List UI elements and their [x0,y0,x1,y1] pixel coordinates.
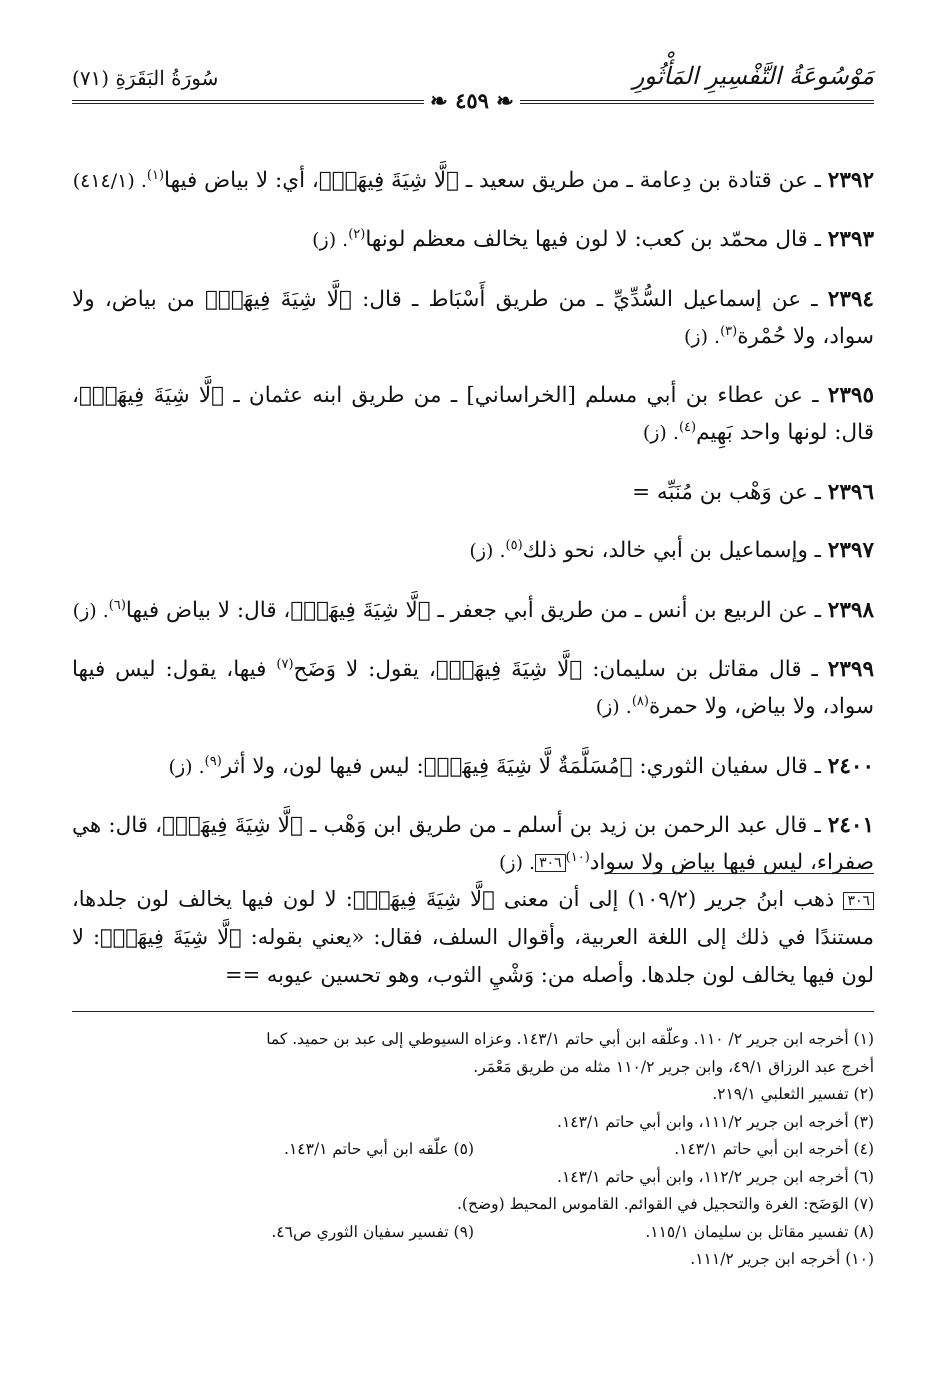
footnote-ref[interactable]: (٩) [204,753,222,769]
book-title: مَوْسُوعَةُ التَّفْسِيرِ المَأْثُورِ [632,62,874,90]
entry-end: . (ز) [683,325,721,348]
entry-text: ـ عن إسماعيل السُّدِّيِّ ـ من طريق أَسْبَاط ـ قال: ﴿لَّا شِيَةَ فِيهَاۚ﴾ من بياض، ولا سواد، ولا حُمْرة [72,286,874,349]
commentary-tag-ref[interactable]: ٣٠٦ [535,854,566,872]
entry-end: . (ز) [72,599,109,622]
entry-end: . (ز) [312,229,349,251]
footnote: (١٠) أخرجه ابن جرير ١١١/٢. [690,1250,874,1268]
entry-text: ـ عن عطاء بن أبي مسلم [الخراساني] ـ من طريق ابنه عثمان ـ ﴿لَّا شِيَةَ فِيهَاۚ﴾، قال: لونها واحد بَهِيم [72,383,874,445]
footnote-ref[interactable]: (٥) [505,537,523,553]
entry-text: ـ عن وَهْب بن مُنَبِّه = [632,479,821,505]
entry [72,532,874,570]
entry-number: ٢٣٩٩ [827,657,874,682]
entry [72,221,874,259]
footnotes-separator [72,1011,874,1012]
footnote: (٨) تفسير مقاتل بن سليمان ١١٥/١.(٩) تفسير سفيان الثوري ص٤٦. [271,1222,874,1241]
footnote-ref[interactable]: (٦) [108,597,126,613]
surah-name: سُورَةُ البَقَرَةِ (٧١) [72,66,219,90]
entry-end: . (ز) [168,755,205,778]
footnote: (١) أخرجه ابن جرير ٢/ ١١٠. وعلّقه ابن أبي حاتم ١٤٣/١. وعزاه السيوطي إلى عبد بن حميد. كما [266,1030,874,1048]
entry-text: ـ عن قتادة بن دِعامة ـ من طريق سعيد ـ ﴿لَّا شِيَةَ فِيهَاۚ﴾، أي: لا بياض فيها [164,167,821,193]
entry [72,592,874,630]
entry-text: ـ قال مقاتل بن سليمان: ﴿لَّا شِيَةَ فِيهَاۚ﴾، يقول: لا وَضَح [293,657,818,682]
footnote-ref[interactable]: (٧) [276,656,294,672]
entry-number: ٢٤٠١ [827,813,874,838]
commentary-text: ذهب ابنُ جرير (١٠٩/٢) إلى أن معنى ﴿لَّا شِيَةَ فِيهَاۚ﴾: لا لون فيها يخالف لون جلدها، مستندًا في ذلك إلى اللغة العربية، وأقوال السلف، فقال: «يعني بقوله: ﴿لَّا شِيَةَ فِيهَاۚ﴾: لا لون فيها يخالف لون جلدها. وأصله من: وَشْيِ الثوب، وهو تحسين عيوبه == [72,887,874,987]
footnote: (٢) تفسير الثعلبي ٢١٩/١. [712,1085,874,1103]
footnote: (٧) الوَضَح: الغرة والتحجيل في القوائم. القاموس المحيط (وضح). [456,1195,874,1213]
header-rule-left [72,100,424,104]
entry-text: ـ قال سفيان الثوري: ﴿مُسَلَّمَةٌ لَّا شِيَةَ فِيهَاۚ﴾: ليس فيها لون، ولا أثر [221,753,821,779]
entry-end: . (ز) [499,852,536,874]
footnotes [72,1026,874,1274]
footnote-ref[interactable]: (٣) [720,323,738,339]
entry-end: . (ز) [595,696,632,718]
entry-end: . (ز) [469,540,506,562]
footnote-ref[interactable]: (٨) [631,693,649,709]
entry [72,377,874,452]
footnote: (٣) أخرجه ابن جرير ١١١/٢، وابن أبي حاتم ١٤٣/١. [557,1112,874,1131]
entry-end: . (٤١٤/١) [72,169,147,192]
entry-text: ـ قال محمّد بن كعب: لا لون فيها يخالف معظم لونها [365,227,821,252]
entry [72,474,874,511]
footnote-ref[interactable]: (٤) [678,419,697,435]
entry [72,807,874,882]
commentary-block [72,880,874,994]
entry [72,162,874,200]
entry-number: ٢٤٠٠ [827,753,874,779]
page-number: ❧ ٤٥٩ ❧ [430,88,514,113]
entry-number: ٢٣٩٣ [827,227,874,252]
entry-number: ٢٣٩٤ [827,286,874,312]
entry-text: ـ قال عبد الرحمن بن زيد بن أسلم ـ من طريق ابن وَهْب ـ ﴿لَّا شِيَةَ فِيهَاۚ﴾، قال: هي صفراء، ليس فيها بياض ولا سواد [72,813,874,875]
commentary-tag: ٣٠٦ [843,892,874,910]
entry-text-cont: فيها، يقول: ليس فيها سواد، ولا بياض، ولا حمرة [72,657,874,719]
entries-list [72,140,874,887]
entry-number: ٢٣٩٨ [827,597,874,623]
entry-number: ٢٣٩٥ [827,383,874,408]
footnote-ref[interactable]: (١) [146,167,165,183]
footnote: أخرج عبد الرزاق ٤٩/١، وابن جرير ١١٠/٢ مثله من طريق مَعْمَر. [473,1057,874,1076]
footnote-ref[interactable]: (١٠) [565,849,590,865]
entry-text: ـ وإسماعيل بن أبي خالد، نحو ذلك [522,538,821,563]
entry [72,748,874,786]
entry [72,281,874,356]
entry [72,651,874,726]
entry-end: . (ز) [642,422,679,444]
header-rule-right [520,100,874,104]
entry-text: ـ عن الربيع بن أنس ـ من طريق أبي جعفر ـ ﴿لَّا شِيَةَ فِيهَاۚ﴾، قال: لا بياض فيها [125,597,821,623]
footnote-ref[interactable]: (٢) [348,226,366,242]
commentary-separator [610,873,874,874]
entry-number: ٢٣٩٧ [827,538,874,563]
entry-number: ٢٣٩٦ [827,479,874,505]
entry-number: ٢٣٩٢ [827,167,874,193]
footnote: (٦) أخرجه ابن جرير ١١٢/٢، وابن أبي حاتم ١٤٣/١. [557,1167,874,1186]
footnote: (٤) أخرجه ابن أبي حاتم ١٤٣/١.(٥) علّقه ابن أبي حاتم ١٤٣/١. [284,1140,874,1158]
